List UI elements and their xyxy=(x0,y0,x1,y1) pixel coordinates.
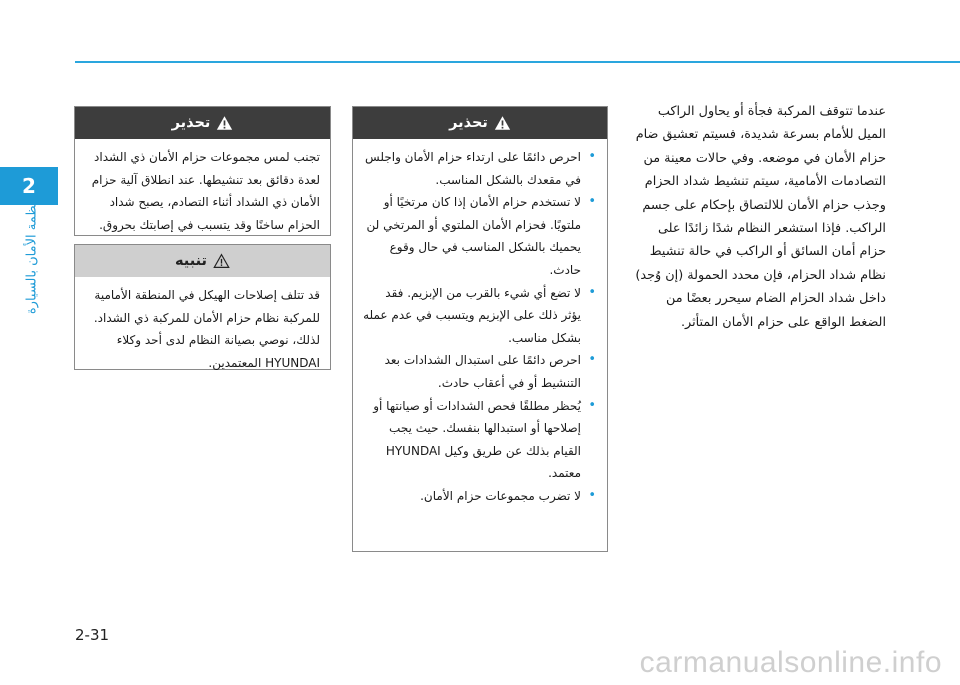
warning-triangle-icon xyxy=(216,115,233,131)
main-paragraph: ﻋﻨﺪﻣﺎ ﺗﺘﻮﻗﻒ ﺍﻟﻤﺮﻛﺒﺔ ﻓﺠﺄﺓ ﺃﻭ ﻳﺤﺎﻭﻝ ﺍﻟﺮﺍﻛﺐ ﺍﻟﻤﻴﻞ ﻟﻸﻣﺎﻡ ﺑﺴﺮﻋﺔ ﺷﺪﻳﺪﺓ، ﻓﺴﻴﺘﻢ ﺗﻌﺸﻴﻖ ﺿﺎﻡ ﺣﺰﺍﻡ ﺍﻷﻣﺎﻥ ﻓﻲ ﻣﻮﺿﻌﻪ. ﻭﻓﻲ ﺣﺎﻻﺕ ﻣﻌﻴﻨﺔ ﻣﻦ ﺍﻟﺘﺼﺎﺩﻣﺎﺕ ﺍﻷﻣﺎﻣﻴﺔ، ﺳﻴﺘﻢ ﺗﻨﺸﻴﻂ ﺷﺪﺍﺩ ﺍﻟﺤﺰﺍﻡ ﻭﺟﺬﺏ ﺣﺰﺍﻡ ﺍﻷﻣﺎﻥ ﻟﻼﻟﺘﺼﺎﻕ ﺑﺈﺣﻜﺎﻡ ﻋﻠﻰ ﺟﺴﻢ ﺍﻟﺮﺍﻛﺐ. ﻓﺈﺫﺍ ﺍﺳﺘﺸﻌﺮ ﺍﻟﻨﻈﺎﻡ ﺷﺪًﺍ ﺯﺍﺋﺪًﺍ ﻋﻠﻰ ﺣﺰﺍﻡ ﺃﻣﺎﻥ ﺍﻟﺴﺎﺋﻖ ﺃﻭ ﺍﻟﺮﺍﻛﺐ ﻓﻲ ﺣﺎﻟﺔ ﺗﻨﺸﻴﻂ ﻧﻈﺎﻡ ﺷﺪﺍﺩ ﺍﻟﺤﺰﺍﻡ، ﻓﺈﻥ ﻣﺤﺪﺩ ﺍﻟﺤﻤﻮﻟﺔ (ﺇﻥ ﻭُﺟﺪ) ﺩﺍﺧﻞ ﺷﺪﺍﺩ ﺍﻟﺤﺰﺍﻡ ﺍﻟﻀﺎﻡ ﺳﻴﺤﺮﺭ ﺑﻌﻀًﺎ ﻣﻦ ﺍﻟﻀﻐﻂ ﺍﻟﻮﺍﻗﻊ ﻋﻠﻰ ﺣﺰﺍﻡ ﺍﻷﻣﺎﻥ ﺍﻟﻤﺘﺄﺛﺮ. xyxy=(635,104,886,330)
list-item: • ﺍﺣﺮﺹ ﺩﺍﺋﻤًﺎ ﻋﻠﻰ ﺍﺭﺗﺪﺍﺀ ﺣﺰﺍﻡ ﺍﻷﻣﺎﻥ ﻭﺍﺟﻠﺲ ﻓﻲ ﻣﻘﻌﺪﻙ ﺑﺎﻟﺸﻜﻞ ﺍﻟﻤﻨﺎﺳﺐ. xyxy=(363,146,597,191)
warning-title: ﺗﺤﺬﻳﺮ xyxy=(449,115,488,131)
list-item: • ﻻ ﺗﻀﺮﺏ ﻣﺠﻤﻮﻋﺎﺕ ﺣﺰﺍﻡ ﺍﻷﻣﺎﻥ. xyxy=(363,485,597,508)
warning-title: ﺗﺤﺬﻳﺮ xyxy=(171,115,211,131)
page-number: 2-31 xyxy=(75,626,110,644)
warning-box-side xyxy=(74,106,331,236)
caution-text: ﻗﺪ ﺗﺘﻠﻒ ﺇﺻﻼﺣﺎﺕ ﺍﻟﻬﻴﻜﻞ ﻓﻲ ﺍﻟﻤﻨﻄﻘﺔ ﺍﻷﻣﺎﻣﻴﺔ ﻟﻠﻤﺮﻛﺒﺔ ﻧﻈﺎﻡ ﺣﺰﺍﻡ ﺍﻷﻣﺎﻥ ﻟﻠﻤﺮﻛﺒﺔ ﺫﻱ ﺍﻟﺸﺪﺍﺩ. ﻟﺬﻟﻚ، ﻧﻮﺻﻲ ﺑﺼﻴﺎﻧﺔ ﺍﻟﻨﻈﺎﻡ ﻟﺪﻯ ﺃﺣﺪ ﻭﻛﻼﺀ HYUNDAI ﺍﻟﻤﻌﺘﻤﺪﻳﻦ. xyxy=(93,288,320,370)
warning-header xyxy=(75,107,330,139)
list-item: • ﻻ ﺗﻀﻊ ﺃﻱ ﺷﻲﺀ ﺑﺎﻟﻘﺮﺏ ﻣﻦ ﺍﻹﺑﺰﻳﻢ. ﻓﻘﺪ ﻳﺆﺛﺮ ﺫﻟﻚ ﻋﻠﻰ ﺍﻹﺑﺰﻳﻢ ﻭﻳﺘﺴﺒﺐ ﻓﻲ ﻋﺪﻡ ﻋﻤﻠﻪ ﺑﺸﻜﻞ ﻣﻨﺎﺳﺐ. xyxy=(363,282,597,350)
chapter-title: ﺃﻧﻈﻤﺔ ﺍﻷﻣﺎﻥ ﺑﺎﻟﺴﻴﺎﺭﺓ xyxy=(24,197,40,315)
warning-triangle-icon xyxy=(494,115,511,131)
warning-list xyxy=(363,146,597,508)
warning-header xyxy=(353,107,607,139)
caution-box xyxy=(74,244,331,370)
caution-title: ﺗﻨﺒﻴﻪ xyxy=(175,253,207,269)
warning-side-text: ﺗﺠﻨﺐ ﻟﻤﺲ ﻣﺠﻤﻮﻋﺎﺕ ﺣﺰﺍﻡ ﺍﻷﻣﺎﻥ ﺫﻱ ﺍﻟﺸﺪﺍﺩ ﻟﻌﺪﺓ ﺩﻗﺎﺋﻖ ﺑﻌﺪ ﺗﻨﺸﻴﻄﻬﺎ. ﻋﻨﺪ ﺍﻧﻄﻼﻕ ﺁﻟﻴﺔ ﺣﺰﺍﻡ ﺍﻷﻣﺎﻥ ﺫﻱ ﺍﻟﺸﺪﺍﺩ ﺃﺛﻨﺎﺀ ﺍﻟﺘﺼﺎﺩﻡ، ﻳﺼﺒﺢ ﺷﺪﺍﺩ ﺍﻟﺤﺰﺍﻡ ﺳﺎﺧﻨًﺎ ﻭﻗﺪ ﻳﺘﺴﺒﺐ ﻓﻲ ﺇﺻﺎﺑﺘﻚ ﺑﺤﺮﻭﻕ. xyxy=(91,150,320,232)
list-item: • ﻳُﺤﻈﺮ ﻣﻄﻠﻘًﺎ ﻓﺤﺺ ﺍﻟﺸﺪﺍﺩﺍﺕ ﺃﻭ ﺻﻴﺎﻧﺘﻬﺎ ﺃﻭ ﺇﺻﻼﺣﻬﺎ ﺃﻭ ﺍﺳﺘﺒﺪﺍﻟﻬﺎ ﺑﻨﻔﺴﻚ. ﺣﻴﺚ ﻳﺠﺐ ﺍﻟﻘﻴﺎﻡ ﺑﺬﻟﻚ ﻋﻦ ﻃﺮﻳﻖ ﻭﻛﻴﻞ HYUNDAI ﻣﻌﺘﻤﺪ. xyxy=(363,395,597,485)
chapter-number: 2 xyxy=(22,174,36,198)
header-divider xyxy=(75,61,960,63)
watermark: carmanualsonline.info xyxy=(639,646,942,679)
list-item: • ﻻ ﺗﺴﺘﺨﺪﻡ ﺣﺰﺍﻡ ﺍﻷﻣﺎﻥ ﺇﺫﺍ ﻛﺎﻥ ﻣﺮﺗﺨﻴًﺎ ﺃﻭ ﻣﻠﺘﻮﻳًﺎ. ﻓﺤﺰﺍﻡ ﺍﻷﻣﺎﻥ ﺍﻟﻤﻠﺘﻮﻱ ﺃﻭ ﺍﻟﻤﺮﺗﺨﻲ ﻟﻦ ﻳﺤﻤﻴﻚ ﺑﺎﻟﺸﻜﻞ ﺍﻟﻤﻨﺎﺳﺐ ﻓﻲ ﺣﺎﻝ ﻭﻗﻮﻉ ﺣﺎﺩﺙ. xyxy=(363,191,597,281)
caution-triangle-icon xyxy=(213,253,230,269)
caution-header xyxy=(75,245,330,277)
warning-box-main xyxy=(352,106,608,552)
list-item: • ﺍﺣﺮﺹ ﺩﺍﺋﻤًﺎ ﻋﻠﻰ ﺍﺳﺘﺒﺪﺍﻝ ﺍﻟﺸﺪﺍﺩﺍﺕ ﺑﻌﺪ ﺍﻟﺘﻨﺸﻴﻂ ﺃﻭ ﻓﻲ ﺃﻋﻘﺎﺏ ﺣﺎﺩﺙ. xyxy=(363,349,597,394)
